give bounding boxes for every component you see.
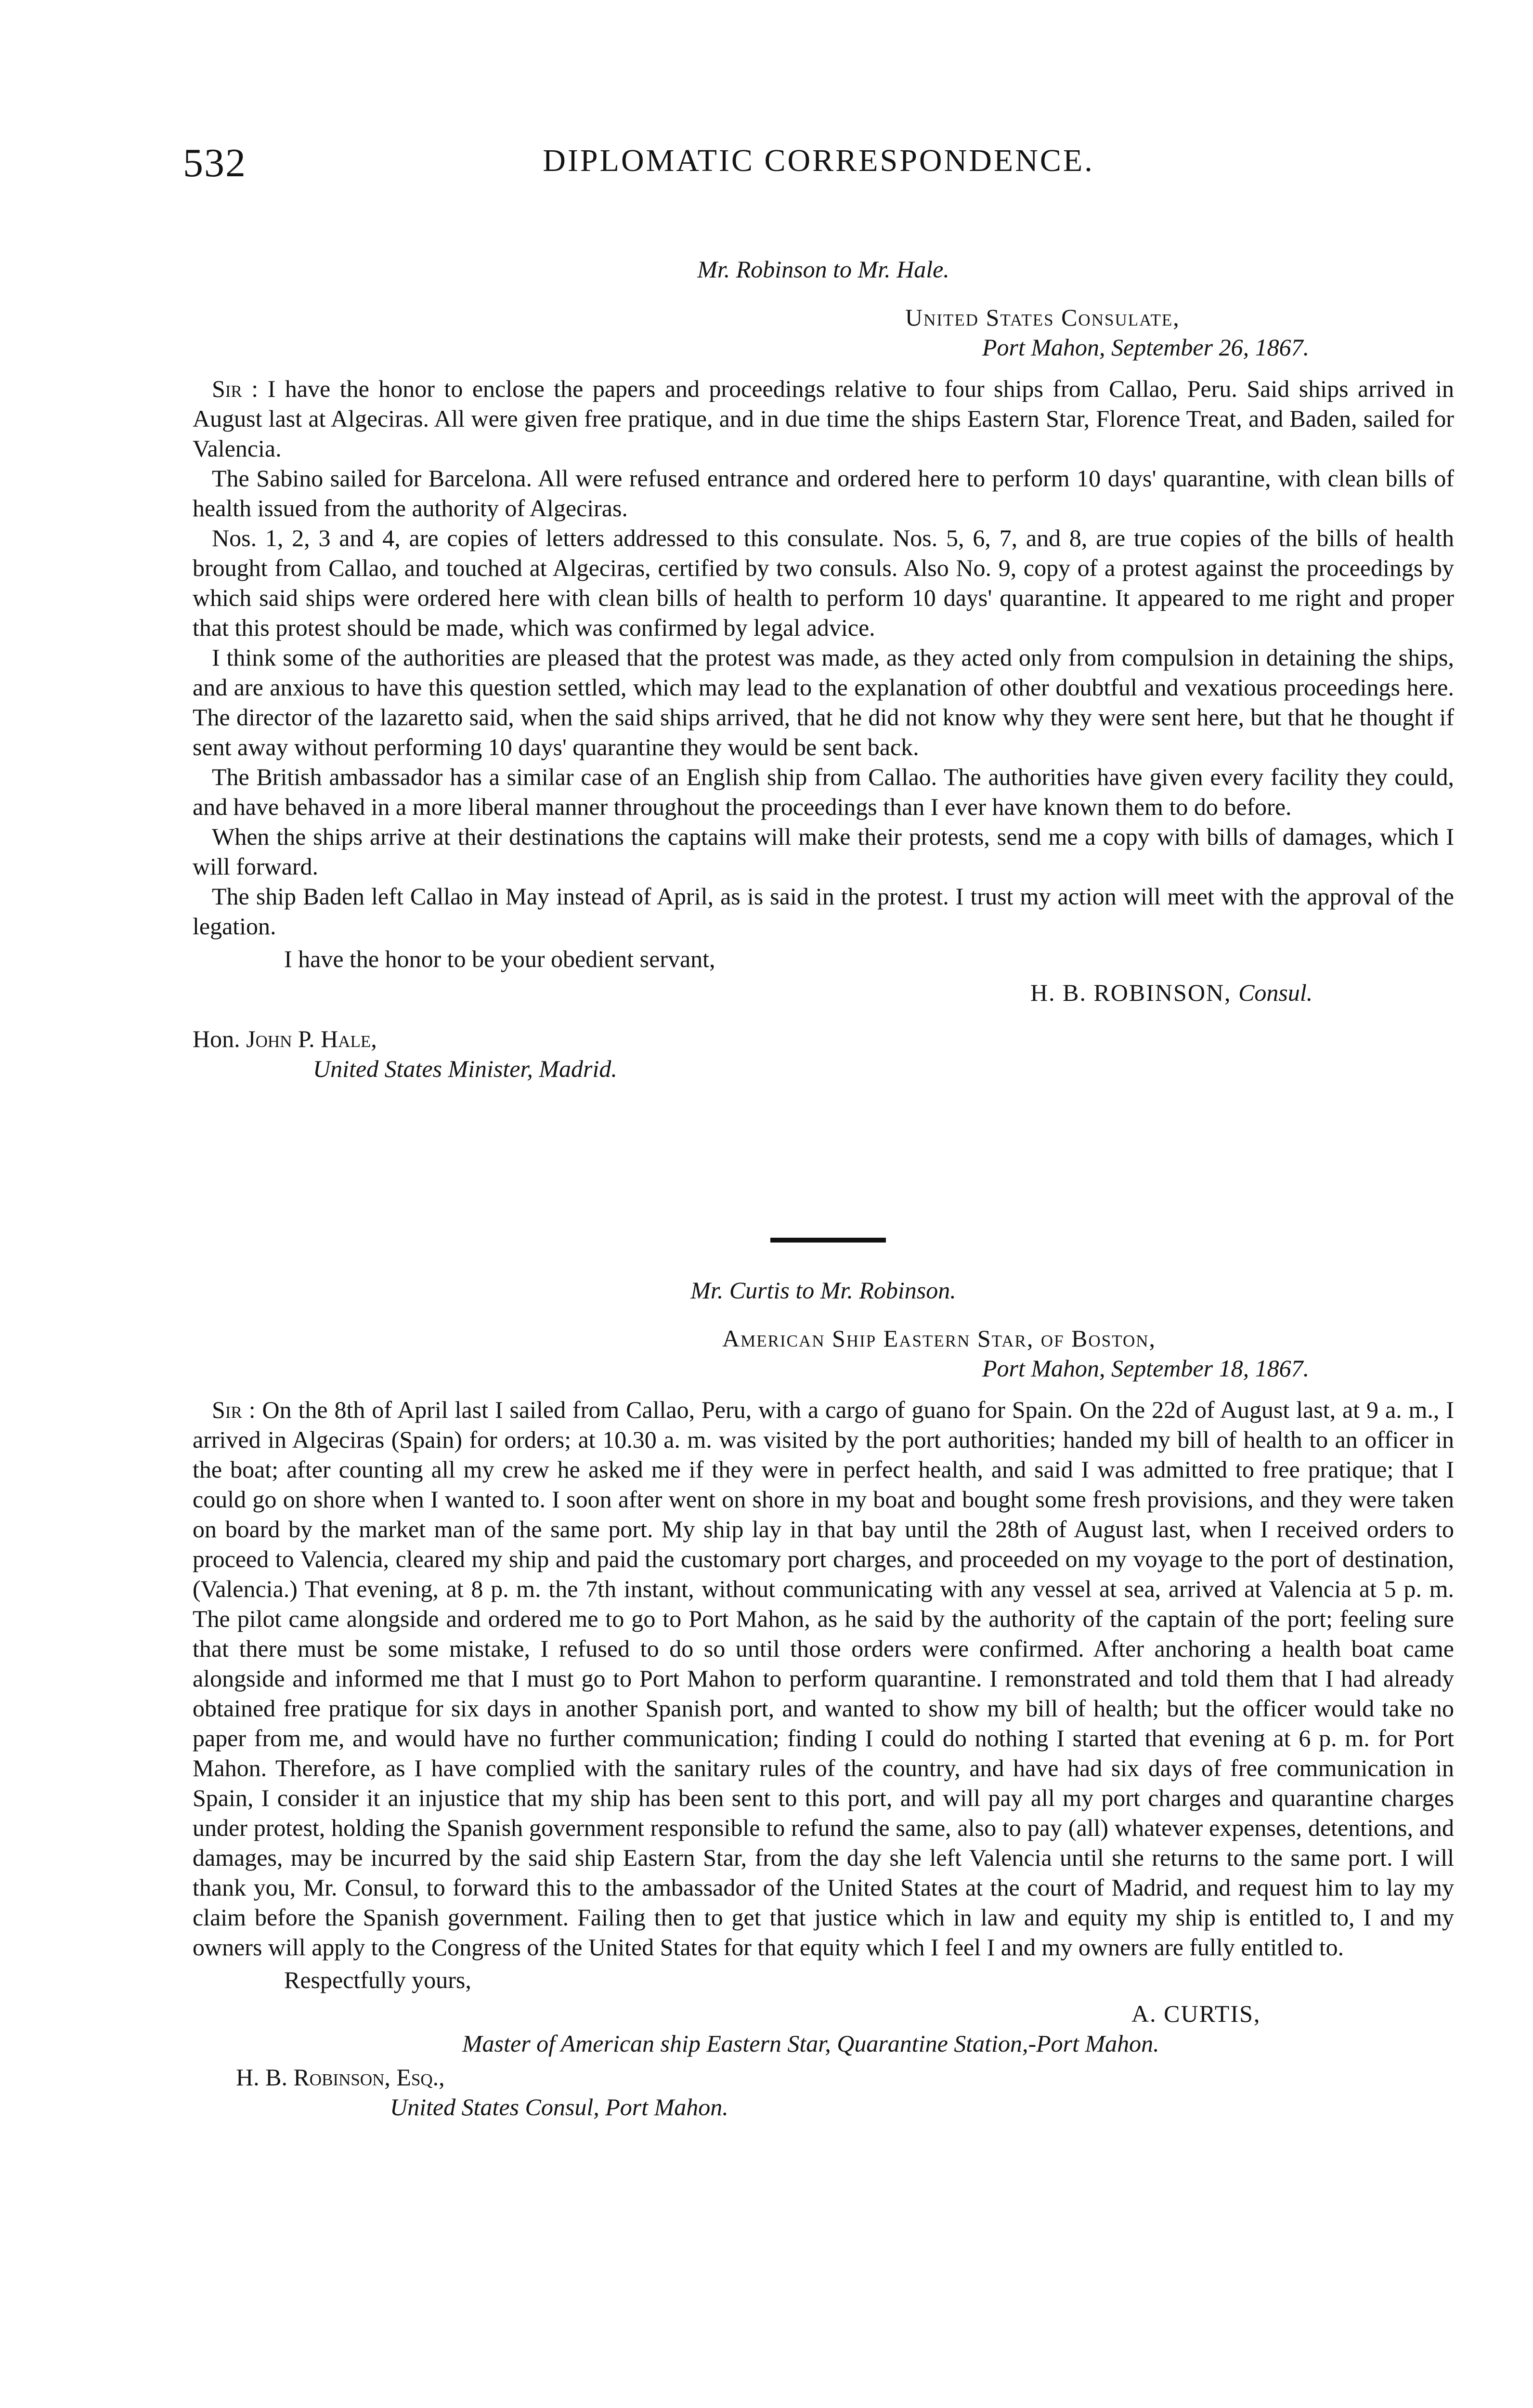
signature-subtitle: Master of American ship Eastern Star, Quarantine Station,-Port Mahon. (462, 2030, 1159, 2057)
salutation: Sir : (212, 375, 259, 402)
paragraph: The ship Baden left Callao in May instead of April, as is said in the protest. I trust my action will meet with the approval of the legation. (193, 883, 1454, 940)
paragraph: I think some of the authorities are pleased that the protest was made, as they acted only from compulsion in detaining the ships, and are anxious to have this question settled, which may lead to the explanation of other doubtful and vexatious proceedings here. The director of the lazaretto said, when the said ships arrived, that he did not know why they were sent here, but that he thought if sent away without performing 10 days' quarantine they would be sent back. (193, 644, 1454, 760)
page-number: 532 (183, 141, 247, 185)
signature (1030, 978, 1454, 1008)
letter-heading: Mr. Robinson to Mr. Hale. (697, 256, 949, 283)
addressee (236, 2062, 1454, 2122)
addressee-name: H. B. Robinson, Esq., (236, 2064, 445, 2091)
signature-name: H. B. ROBINSON, (1030, 979, 1232, 1006)
addressee-prefix: Hon. (193, 1025, 247, 1052)
place-line-1: American Ship Eastern Star, of Boston, (722, 1325, 1156, 1352)
letter-heading: Mr. Curtis to Mr. Robinson. (690, 1277, 956, 1304)
page-header (183, 140, 1454, 188)
signature (1131, 1999, 1454, 2028)
section-divider (770, 1238, 886, 1243)
letter-curtis-to-robinson (193, 1276, 1454, 2122)
signature-name: A. CURTIS, (1131, 2000, 1261, 2027)
letter-place-date (905, 302, 1454, 362)
addressee (193, 1024, 1454, 1084)
addressee-name: John P. Hale, (246, 1025, 377, 1052)
running-title: DIPLOMATIC CORRESPONDENCE. (543, 143, 1094, 178)
place-line-1: United States Consulate, (905, 304, 1180, 331)
paragraph: Nos. 1, 2, 3 and 4, are copies of letters addressed to this consulate. Nos. 5, 6, 7, and 8, are true copies of the bills of health brought from Callao, and touched at Algeciras, certified by two consuls. Also No. 9, copy of a protest against the proceedings by which said ships were ordered here with clean bills of health to perform 10 days' quarantine. It appeared to me right and proper that this protest should be made, which was confirmed by legal advice. (193, 524, 1454, 641)
place-line-2: Port Mahon, September 18, 1867. (982, 1355, 1310, 1382)
paragraph-text: I have the honor to enclose the papers and proceedings relative to four ships from Callao, Peru. Said ships arrived in August last at Algeciras. All were given free pratique, and in due time the ships Eastern Star, Florence Treat, and Baden, sailed for Valencia. (193, 375, 1454, 462)
letter-place-date (722, 1323, 1454, 1383)
addressee-title: United States Minister, Madrid. (313, 1055, 617, 1082)
paragraph: The British ambassador has a similar case of an English ship from Callao. The authorities have given every facility they could, and have behaved in a more liberal manner throughout the proceedings than I ever have known them to do before. (193, 763, 1454, 820)
paragraph: The Sabino sailed for Barcelona. All were refused entrance and ordered here to perform 10 days' quarantine, with clean bills of health issued from the authority of Algeciras. (193, 465, 1454, 522)
addressee-name-line (236, 2062, 1454, 2092)
signature-role: Consul. (1238, 979, 1313, 1006)
addressee-name-line (193, 1024, 1454, 1054)
closing: Respectfully yours, (284, 1966, 471, 1993)
paragraph (193, 1395, 1454, 1962)
letter-robinson-to-hale (193, 255, 1454, 1084)
salutation: Sir : (212, 1396, 256, 1423)
paragraph-text: On the 8th of April last I sailed from Callao, Peru, with a cargo of guano for Spain. On the 22d of August last, at 9 a. m., I arrived in Algeciras (Spain) for orders; at 10.30 a. m. was visited by the port authorities; handed my bill of health to an officer in the boat; after counting all my crew he asked me if they were in perfect health, and said I was admitted to free pratique; that I could go on shore when I wanted to. I soon after went on shore in my boat and bought some fresh provisions, and they were taken on board by the market man of the same port. My ship lay in that bay until the 28th of August last, when I received orders to proceed to Valencia, cleared my ship and paid the customary port charges, and proceeded on my voyage to the port of destination, (Valencia.) That evening, at 8 p. m. the 7th instant, without communicating with any vessel at sea, arrived at Valencia at 5 p. m. The pilot came alongside and ordered me to go to Port Mahon, as he said by the authority of the captain of the port; feeling sure that there must be some mistake, I refused to do so until those orders were confirmed. After anchoring a health boat came alongside and informed me that I must go to Port Mahon to perform quarantine. I remonstrated and told them that I had already obtained free pratique for six days in another Spanish port, and wanted to show my bill of health; but the officer would take no paper from me, and would have no further communication; finding I could do nothing I started that evening at 6 p. m. for Port Mahon. Therefore, as I have complied with the sanitary rules of the country, and have had six days of free communication in Spain, I consider it an injustice that my ship has been sent to this port, and will pay all my port charges and quarantine charges under protest, holding the Spanish government responsible to refund the same, also to pay (all) whatever expenses, detentions, and damages, may be incurred by the said ship Eastern Star, from the day she left Valencia until she returns to the same port. I will thank you, Mr. Consul, to forward this to the ambassador of the United States at the court of Madrid, and request him to lay my claim before the Spanish government. Failing then to get that justice which in law and equity my ship is entitled to, I and my owners will apply to the Congress of the United States for that equity which I feel I and my owners are fully entitled to. (193, 1396, 1454, 1961)
letter-body (193, 1395, 1454, 1962)
addressee-title: United States Consul, Port Mahon. (390, 2094, 728, 2120)
paragraph (193, 374, 1454, 463)
place-line-2: Port Mahon, September 26, 1867. (982, 334, 1310, 361)
letter-body (193, 374, 1454, 941)
closing: I have the honor to be your obedient servant, (284, 945, 715, 972)
paragraph: When the ships arrive at their destinations the captains will make their protests, send me a copy with bills of damages, which I will forward. (193, 823, 1454, 880)
